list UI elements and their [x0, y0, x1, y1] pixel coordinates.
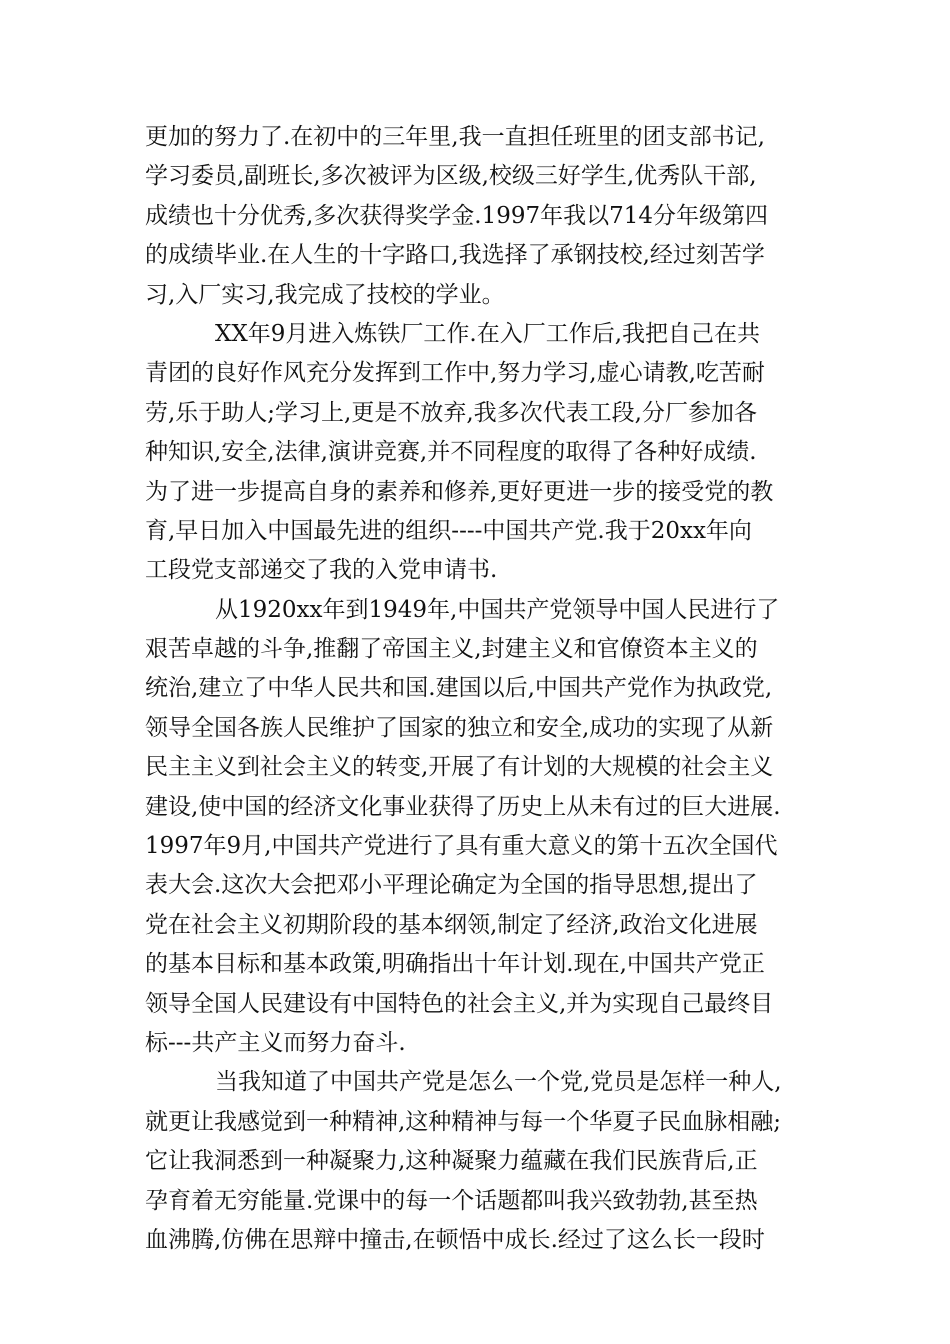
- paragraph: [145, 118, 810, 315]
- paragraph: [145, 315, 810, 591]
- text-line: 表大会.这次大会把邓小平理论确定为全国的指导思想,提出了: [145, 872, 758, 899]
- text-line: 孕育着无穷能量.党课中的每一个话题都叫我兴致勃勃,甚至热: [145, 1187, 758, 1214]
- text-line: 种知识,安全,法律,演讲竞赛,并不同程度的取得了各种好成绩.: [145, 439, 757, 466]
- text-line: 育,早日加入中国最先进的组织----中国共产党.我于20xx年向: [145, 517, 752, 544]
- text-line: 的基本目标和基本政策,明确指出十年计划.现在,中国共产党正: [145, 951, 765, 978]
- text-line: 学习委员,副班长,多次被评为区级,校级三好学生,优秀队干部,: [145, 163, 757, 190]
- text-line: 的成绩毕业.在人生的十字路口,我选择了承钢技校,经过刻苦学: [145, 242, 765, 269]
- text-line: 党在社会主义初期阶段的基本纲领,制定了经济,政治文化进展: [145, 911, 758, 938]
- text-line: 建设,使中国的经济文化事业获得了历史上从未有过的巨大进展.: [145, 793, 781, 820]
- text-line: 它让我洞悉到一种凝聚力,这种凝聚力蕴藏在我们民族背后,正: [145, 1148, 758, 1175]
- text-line: XX年9月进入炼铁厂工作.在入厂工作后,我把自己在共: [215, 320, 761, 347]
- paragraph: [145, 1063, 810, 1260]
- text-line: 就更让我感觉到一种精神,这种精神与每一个华夏子民血脉相融;: [145, 1108, 782, 1135]
- text-line: 领导全国人民建设有中国特色的社会主义,并为实现自己最终目: [145, 990, 774, 1017]
- text-line: 青团的良好作风充分发挥到工作中,努力学习,虚心请教,吃苦耐: [145, 360, 765, 387]
- text-line: 标---共产主义而努力奋斗.: [145, 1029, 406, 1056]
- body-text: [145, 118, 810, 1260]
- text-line: 当我知道了中国共产党是怎么一个党,党员是怎样一种人,: [215, 1069, 782, 1096]
- paragraph: [145, 591, 810, 1064]
- text-line: 习,入厂实习,我完成了技校的学业。: [145, 281, 505, 308]
- text-line: 劳,乐于助人;学习上,更是不放弃,我多次代表工段,分厂参加各: [145, 399, 757, 426]
- text-line: 统治,建立了中华人民共和国.建国以后,中国共产党作为执政党,: [145, 675, 773, 702]
- text-line: 艰苦卓越的斗争,推翻了帝国主义,封建主义和官僚资本主义的: [145, 636, 758, 663]
- text-line: 民主主义到社会主义的转变,开展了有计划的大规模的社会主义: [145, 754, 774, 781]
- text-line: 为了进一步提高自身的素养和修养,更好更进一步的接受党的教: [145, 478, 774, 505]
- text-line: 工段党支部递交了我的入党申请书.: [145, 557, 498, 584]
- text-line: 成绩也十分优秀,多次获得奖学金.1997年我以714分年级第四: [145, 202, 769, 229]
- text-line: 从1920xx年到1949年,中国共产党领导中国人民进行了: [215, 596, 780, 623]
- text-line: 更加的努力了.在初中的三年里,我一直担任班里的团支部书记,: [145, 124, 765, 150]
- text-line: 血沸腾,仿佛在思辩中撞击,在顿悟中成长.经过了这么长一段时: [145, 1226, 765, 1253]
- text-line: 1997年9月,中国共产党进行了具有重大意义的第十五次全国代: [145, 833, 778, 860]
- text-line: 领导全国各族人民维护了国家的独立和安全,成功的实现了从新: [145, 714, 774, 741]
